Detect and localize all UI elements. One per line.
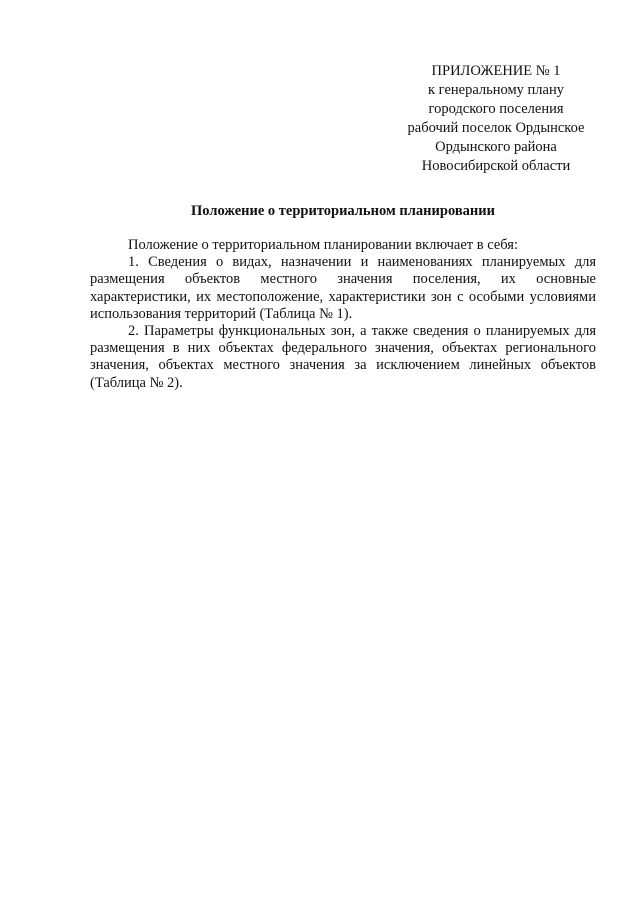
appendix-line: к генеральному плану <box>428 82 564 98</box>
document-body <box>90 237 596 392</box>
paragraph-item-2: 2. Параметры функциональных зон, а также сведения о планируемых для размещения в них объектах федерального значения, объектах регионального значения, объектах местного значения за исключением линейных объектов (Таблица № 2). <box>90 323 596 391</box>
document-title: Положение о территориальном планировании <box>191 203 495 219</box>
appendix-line: рабочий поселок Ордынское <box>407 120 585 136</box>
appendix-line: Ордынского района <box>435 139 557 155</box>
appendix-line: Новосибирской области <box>421 158 571 174</box>
appendix-line: ПРИЛОЖЕНИЕ № 1 <box>431 63 561 79</box>
appendix-heading <box>385 62 607 176</box>
paragraph-intro: Положение о территориальном планировании включает в себя: <box>128 237 518 253</box>
appendix-line: городского поселения <box>428 101 564 117</box>
paragraph-item-1: 1. Сведения о видах, назначении и наименованиях планируемых для размещения объектов местного значения поселения, их основные характеристики, их местоположение, характеристики зон с особыми условиями использования территорий (Таблица № 1). <box>90 254 596 322</box>
